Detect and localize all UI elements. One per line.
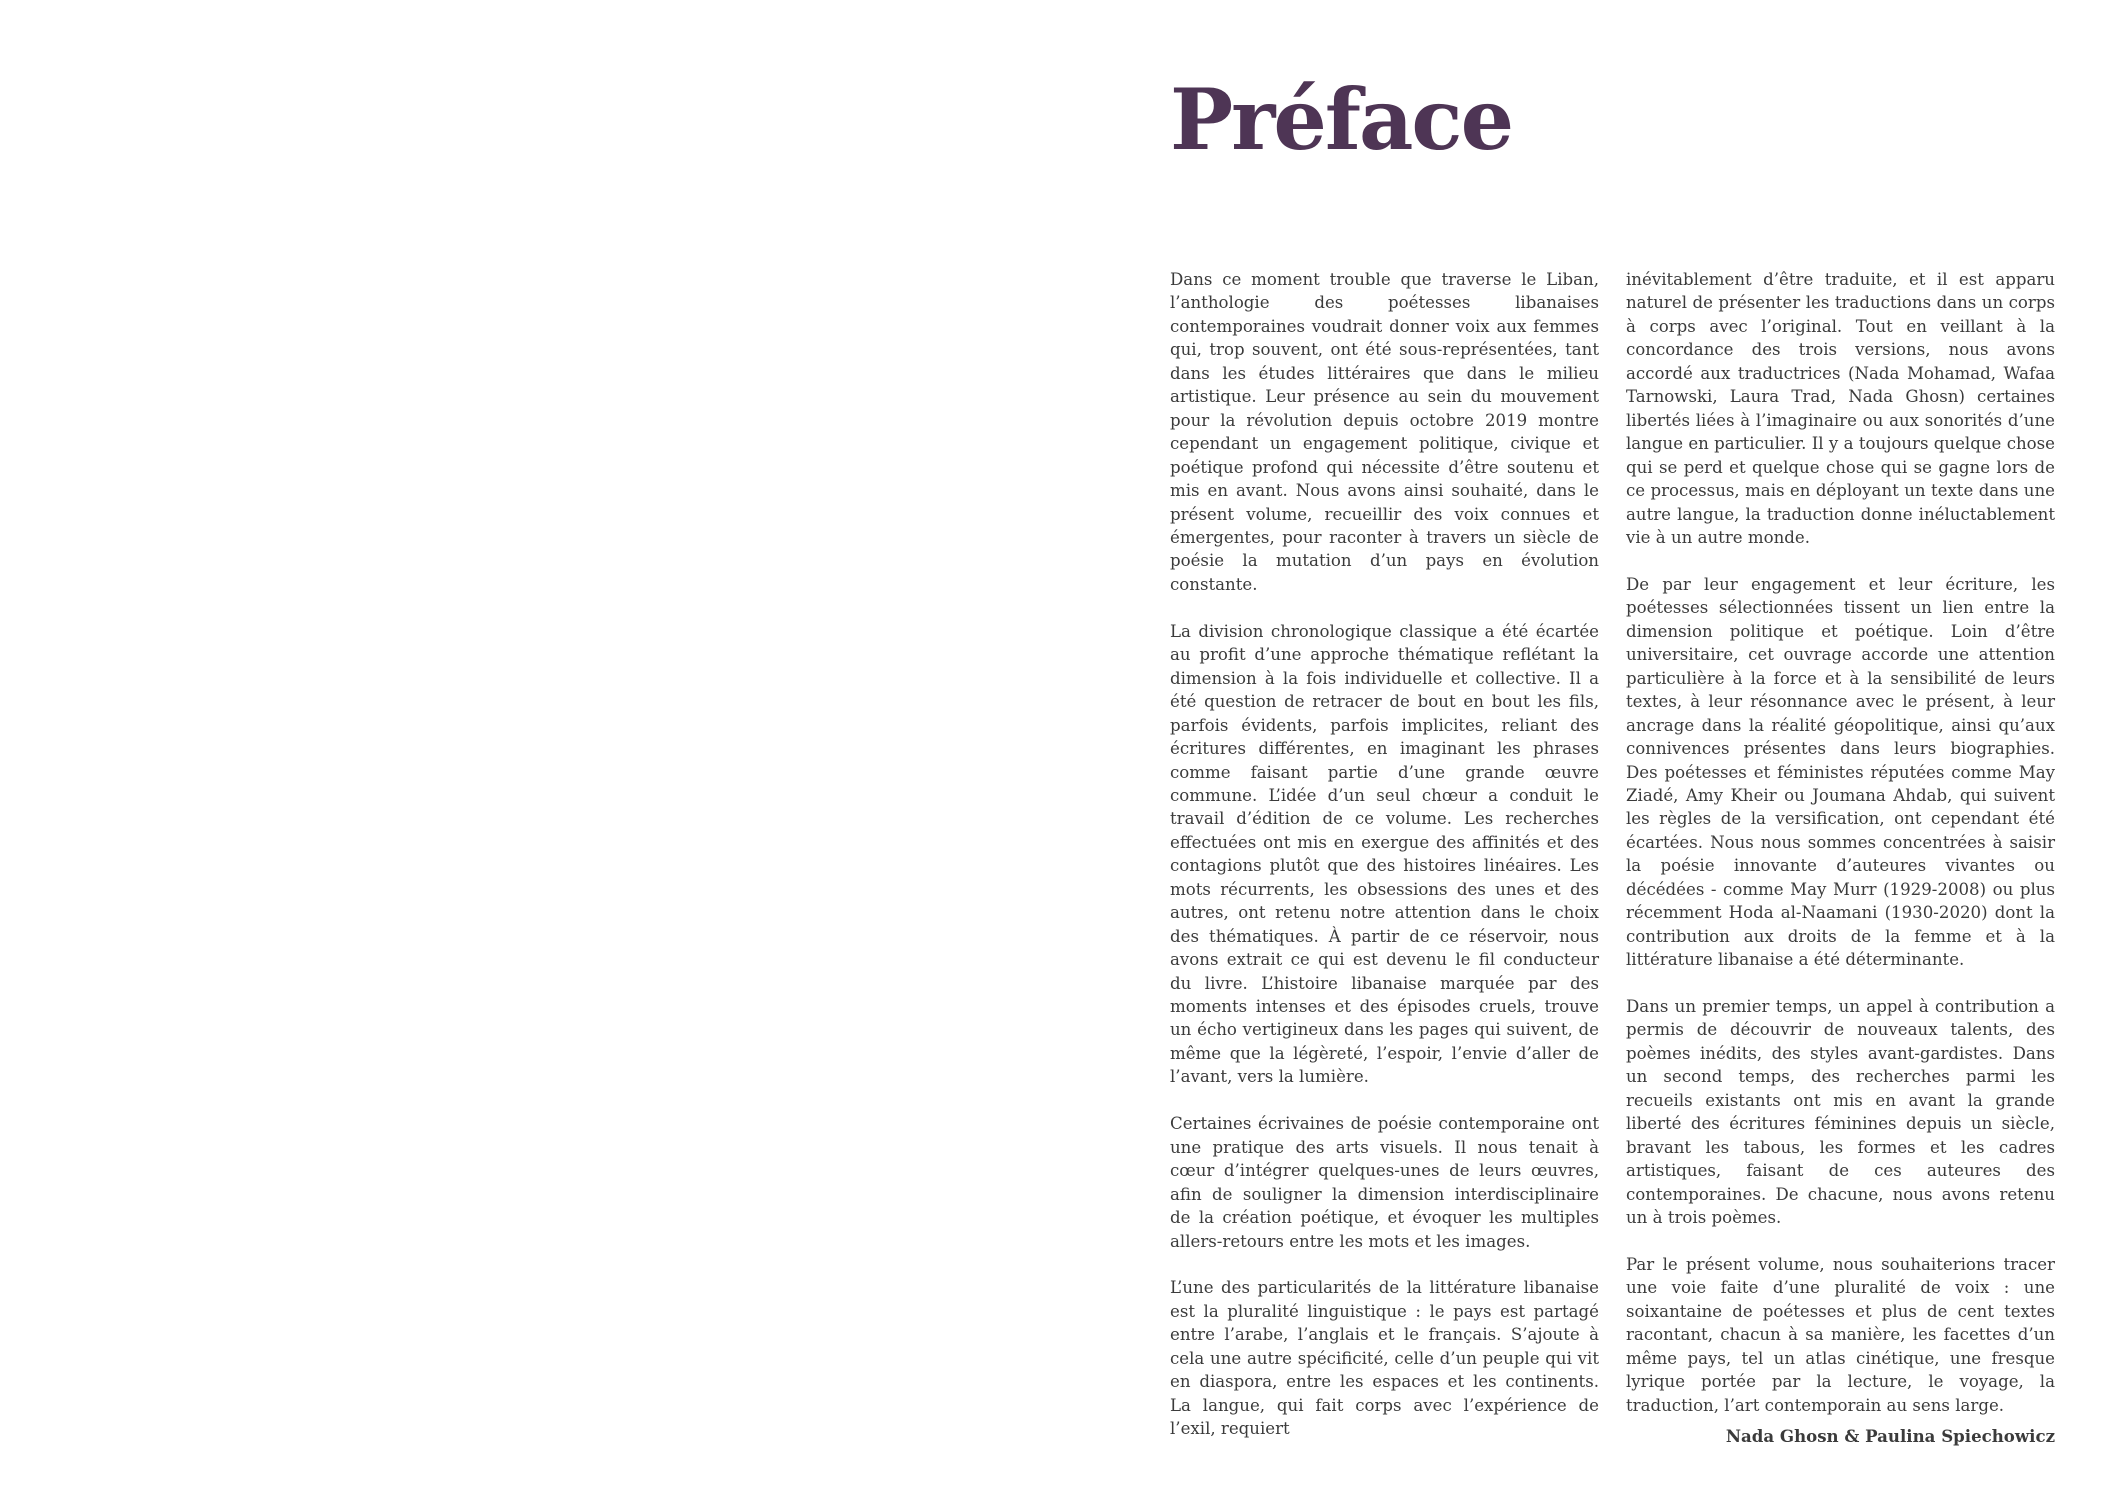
left-page-blank: [0, 0, 1062, 1500]
paragraph: Certaines écrivaines de poésie contemporaine ont une pratique des arts visuels. Il nous tenait à cœur d’intégrer quelques-unes de leurs œuvres, afin de souligner la dimension interdisciplinaire de la création poétique, et évoquer les multiples allers-retours entre les mots et les images.: [1170, 1114, 1599, 1251]
paragraph: Par le présent volume, nous souhaiterions tracer une voie faite d’une pluralité de voix : une soixantaine de poétesses et plus de cent textes racontant, chacun à sa manière, les facettes d’un même pays, tel un atlas cinétique, une fresque lyrique portée par la lecture, le voyage, la traduction, l’art contemporain au sens large.: [1626, 1254, 2055, 1415]
paragraph: De par leur engagement et leur écriture, les poétesses sélectionnées tissent un lien entre la dimension politique et poétique. Loin d’être universitaire, cet ouvrage accorde une attention particulière à la force et à la sensibilité de leurs textes, à leur résonnance avec le présent, à leur ancrage dans la réalité géopolitique, ainsi qu’aux connivences présentes dans leurs biographies. Des poétesses et féministes réputées comme May Ziadé, Amy Kheir ou Joumana Ahdab, qui suivent les règles de la versification, ont cependant été écartées. Nous nous sommes concentrées à saisir la poésie innovante d’auteures vivantes ou décédées - comme May Murr (1929-2008) ou plus récemment Hoda al-Naamani (1930-2020) dont la contribution aux droits de la femme et à la littérature libanaise a été déterminante.: [1626, 574, 2055, 970]
page-title: Préface: [1170, 70, 1513, 169]
paragraph: Dans ce moment trouble que traverse le Liban, l’anthologie des poétesses libanaises contemporaines voudrait donner voix aux femmes qui, trop souvent, ont été sous-représentées, tant dans les études littéraires que dans le milieu artistique. Leur présence au sein du mouvement pour la révolution depuis octobre 2019 montre cependant un engagement politique, civique et poétique profond qui nécessite d’être soutenu et mis en avant. Nous avons ainsi souhaité, dans le présent volume, recueillir des voix connues et émergentes, pour raconter à travers un siècle de poésie la mutation d’un pays en évolution constante.: [1170, 270, 1599, 594]
text-column-left: [1170, 268, 1599, 1464]
paragraph: inévitablement d’être traduite, et il est apparu naturel de présenter les traductions dans un corps à corps avec l’original. Tout en veillant à la concordance des trois versions, nous avons accordé aux traductrices (Nada Mohamad, Wafaa Tarnowski, Laura Trad, Nada Ghosn) certaines libertés liées à l’imaginaire ou aux sonorités d’une langue en particulier. Il y a toujours quelque chose qui se perd et quelque chose qui se gagne lors de ce processus, mais en déployant un texte dans une autre langue, la traduction donne inéluctablement vie à un autre monde.: [1626, 270, 2055, 547]
author-signature: Nada Ghosn & Paulina Spiechowicz: [1725, 1426, 2055, 1446]
paragraph: La division chronologique classique a été écartée au profit d’une approche thématique reflétant la dimension à la fois individuelle et collective. Il a été question de retracer de bout en bout les fils, parfois évidents, parfois implicites, reliant des écritures différentes, en imaginant les phrases comme faisant partie d’une grande œuvre commune. L’idée d’un seul chœur a conduit le travail d’édition de ce volume. Les recherches effectuées ont mis en exergue des affinités et des contagions plutôt que des histoires linéaires. Les mots récurrents, les obsessions des unes et des autres, ont retenu notre attention dans le choix des thématiques. À partir de ce réservoir, nous avons extrait ce qui est devenu le fil conducteur du livre. L’histoire libanaise marquée par des moments intenses et des épisodes cruels, trouve un écho vertigineux dans les pages qui suivent, de même que la légèreté, l’espoir, l’envie d’aller de l’avant, vers la lumière.: [1170, 621, 1599, 1087]
paragraph: L’une des particularités de la littérature libanaise est la pluralité linguistique : le pays est partagé entre l’arabe, l’anglais et le français. S’ajoute à cela une autre spécificité, celle d’un peuple qui vit en diaspora, entre les espaces et les continents. La langue, qui fait corps avec l’expérience de l’exil, requiert: [1170, 1278, 1599, 1439]
text-column-right: [1626, 268, 2055, 1441]
paragraph: Dans un premier temps, un appel à contribution a permis de découvrir de nouveaux talents, des poèmes inédits, des styles avant-gardistes. Dans un second temps, des recherches parmi les recueils existants ont mis en avant la grande liberté des écritures féminines depuis un siècle, bravant les tabous, les formes et les cadres artistiques, faisant de ces auteures des contemporaines. De chacune, nous avons retenu un à trois poèmes.: [1626, 997, 2055, 1228]
